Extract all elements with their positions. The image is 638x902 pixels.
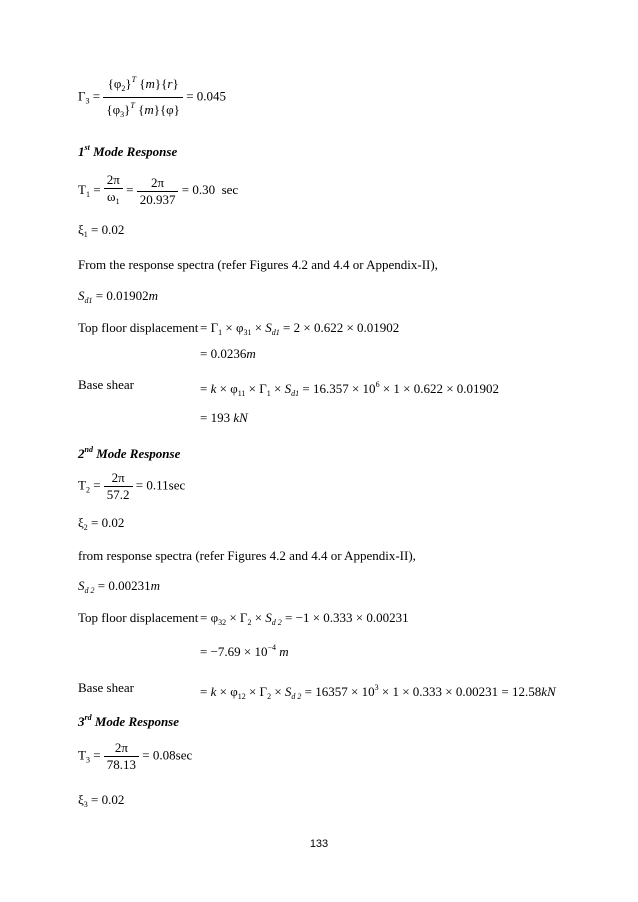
mode2-base-shear-expression: = $k \times \varphi_{12} \times \Gamma_2 \times S_{d 2} = 16357 \times 10^3 \times 1 \times 0.333 \times 0.00231 = 12.58kN$ — [200, 683, 556, 701]
mode2-period-fraction: $\frac{2\pi}{57.2}$ — [104, 470, 133, 503]
page-number: 133 — [309, 838, 329, 850]
mode2-top-floor-result-value: −7.69 × 10 — [210, 644, 268, 659]
mode2-top-floor-exponent: −4 — [267, 643, 277, 652]
gamma-symbol: Γ — [78, 88, 86, 104]
mode1-sd-value: 0.01902 — [106, 288, 149, 303]
mode2-heading-sup: nd — [84, 445, 93, 454]
period-fraction-value: $\frac{2\pi}{20.937}$ — [137, 175, 179, 208]
base-shear-result-value: 193 — [210, 410, 231, 425]
base-shear-label: Base shear — [78, 377, 134, 392]
mode1-heading-sup: st — [84, 143, 90, 152]
omega-index: 1 — [115, 197, 120, 206]
num-transpose: T — [131, 75, 137, 84]
top-floor-result-value: 0.0236 — [210, 346, 247, 361]
mode2-base-shear-values-b: × 1 × 0.333 × 0.00231 = — [378, 684, 512, 699]
mode2-spectra-text: from response spectra (refer Figures 4.2 and 4.4 or Appendix-II), — [78, 548, 416, 563]
mode2-heading — [78, 442, 180, 462]
gamma3-fraction — [103, 72, 183, 123]
mode2-heading-num: 2 — [78, 446, 85, 461]
mode2-base-shear-label: Base shear — [78, 680, 134, 695]
mode3-heading-num: 3 — [78, 714, 85, 729]
mode3-damping-index: 3 — [83, 800, 88, 809]
base-shear-exponent: 6 — [375, 380, 380, 389]
mode2-base-shear-values-a: 16357 × 10 — [315, 684, 375, 699]
base-shear-unit: kN — [233, 410, 248, 425]
period-index: 1 — [85, 189, 90, 199]
mode2-base-shear-unit: kN — [541, 684, 556, 699]
gamma3-denominator: $\{\varphi_3\}^T$ {m}{φ} — [106, 101, 180, 119]
two-pi: 2π — [104, 172, 123, 189]
mode2-base-shear-exponent: 3 — [374, 683, 379, 692]
mode2-top-floor-unit: m — [279, 644, 289, 659]
base-shear-expression: = $k \times \varphi_{11} \times \Gamma_1 \times S_{d1} = 16.357 \times 10^6 \times 1 \times 0.622 \times 0.01902$ — [200, 380, 500, 398]
mode2-base-shear-result: 12.58 — [511, 684, 542, 699]
top-floor-label: Top floor displacement — [78, 320, 199, 335]
sd-unit: m — [148, 288, 158, 303]
gamma3-numerator: $\{\varphi_2\}^T$ {m}{r} — [103, 72, 183, 98]
mode1-period-value: 0.30 — [192, 181, 216, 197]
period-unit: sec — [221, 181, 239, 197]
base-shear-values-a: 16.357 × 10 — [312, 381, 376, 396]
mode3-period-value: 0.08sec — [152, 747, 193, 763]
mode2-top-floor-expression: = $\varphi_{32} \times \Gamma_2 \times S_{d 2} = -1 \times 0.333 \times 0.00231$ — [200, 610, 409, 627]
mode1-sd: $S_{d1} = 0.01902m$ — [78, 288, 158, 305]
gamma-index: 3 — [85, 96, 90, 106]
mode3-heading — [78, 710, 179, 730]
mode2-omega-value: 57.2 — [106, 487, 130, 502]
mode3-damping-value: 0.02 — [101, 792, 125, 807]
mode2-period-index: 2 — [85, 485, 90, 495]
mode1-heading-text: Mode Response — [93, 144, 178, 159]
den-phi-index: 3 — [120, 110, 125, 119]
mode1-heading-num: 1 — [78, 144, 85, 159]
mode2-top-floor-label: Top floor displacement — [78, 610, 199, 625]
period-fraction-omega — [104, 172, 123, 210]
mode3-period-equation: $T_3$ = $\frac{2\pi}{78.13}$ = 0.08sec — [78, 740, 193, 772]
mode1-spectra-text: From the response spectra (refer Figures 4.2 and 4.4 or Appendix-II), — [78, 257, 438, 272]
mode2-sd: $S_{d 2} = 0.00231m$ — [78, 578, 160, 595]
omega-symbol: ω — [107, 189, 116, 204]
top-floor-values: 2 × 0.622 × 0.01902 — [293, 320, 400, 335]
mode3-damping: $\xi_3 = 0.02$ — [78, 792, 125, 809]
period-symbol: T — [78, 181, 86, 197]
mode3-period-fraction: $\frac{2\pi}{78.13}$ — [104, 740, 139, 773]
mode1-top-floor-result: = 0.0236m — [200, 346, 256, 361]
mode1-base-shear-result: = 193 kN — [200, 410, 248, 425]
num-phi-index: 2 — [121, 84, 126, 93]
mode1-heading — [78, 140, 177, 160]
mode2-sd-unit: m — [150, 578, 160, 593]
base-shear-values-b: × 1 × 0.622 × 0.01902 — [379, 381, 500, 396]
mode2-sd-value: 0.00231 — [108, 578, 151, 593]
mode1-damping-value: 0.02 — [101, 222, 125, 237]
mode2-top-floor-result: = $-7.69 \times 10^{-4}$ m — [200, 643, 289, 659]
gamma3-value: 0.045 — [196, 88, 227, 104]
sd-index: d1 — [84, 296, 93, 305]
mode2-heading-text: Mode Response — [96, 446, 181, 461]
mode2-period-equation: $T_2$ = $\frac{2\pi}{57.2}$ = 0.11sec — [78, 470, 186, 502]
top-floor-expression: = $\Gamma_1 \times \varphi_{31} \times S_{d1} = 2 \times 0.622 \times 0.01902$ — [200, 320, 400, 337]
mode2-damping: $\xi_2 = 0.02$ — [78, 515, 125, 532]
mode2-period-value: 0.11sec — [146, 477, 186, 493]
mode1-damping: $\xi_1 = 0.02$ — [78, 222, 125, 239]
mode2-top-floor-values: −1 × 0.333 × 0.00231 — [295, 610, 409, 625]
mode2-damping-value: 0.02 — [101, 515, 125, 530]
mode1-period-equation: $T_1$ = $\frac{2\pi}{\omega_1}$ = $\frac{2\pi}{20.937}$ = 0.30 sec — [78, 172, 238, 210]
mode3-heading-text: Mode Response — [94, 714, 180, 729]
mode3-omega-value: 78.13 — [106, 757, 137, 772]
omega-value: 20.937 — [139, 191, 176, 207]
mode3-heading-sup: rd — [84, 713, 92, 722]
gamma3-equation: $\Gamma_3$ = $\frac{\{\varphi_2\}^T \{m\}\{r\}}{\{\varphi_3\}^T \{m\}\{\varphi\}}$ = 0.045 — [78, 72, 226, 123]
mode3-period-index: 3 — [85, 755, 90, 765]
mode2-sd-index: d 2 — [84, 586, 95, 595]
